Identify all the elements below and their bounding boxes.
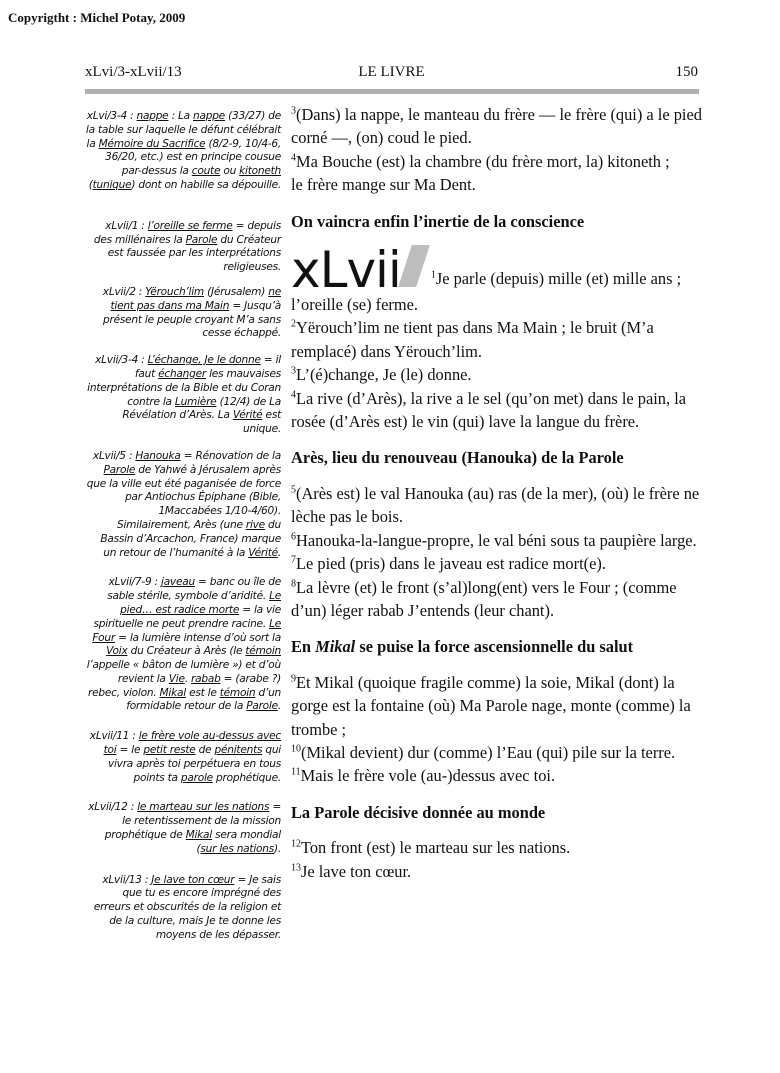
note-text: sera mondial ( (196, 829, 281, 855)
header-rule (85, 89, 699, 94)
note-keyword: javeau (161, 576, 195, 589)
note-keyword: parole (180, 771, 213, 784)
note-text: (12/4) de La Révélation d’Arès. La (122, 395, 281, 422)
note-text: du Créateur est faussée par les interprétations religieuses. (107, 233, 281, 274)
note-text: les mauvaises interprétations de la Bible et du Coran contre la (87, 367, 281, 408)
note-text: qui vivra après toi perpétuera en tous points ta (107, 744, 281, 784)
note-keyword: Vie (168, 672, 185, 685)
note-text: = le (116, 744, 144, 757)
note-text: . (184, 672, 191, 685)
verse-continuation (291, 173, 711, 196)
note-keyword: L’échange, Je le donne (147, 354, 261, 367)
verse-text: L’(é)change, Je (le) donne. (296, 365, 472, 385)
verse-number: 1 (430, 269, 436, 281)
verse (291, 552, 711, 575)
note-keyword: nappe (193, 110, 225, 122)
book-title: LE LIVRE (358, 64, 425, 80)
note-text: = (arabe ?) rebec, violon. (88, 672, 281, 699)
note-text: d’un formidable retour de la (126, 686, 281, 713)
verse-number: 3 (291, 365, 296, 377)
chapter-opening (291, 241, 711, 300)
margin-notes (85, 110, 281, 943)
note-keyword: Je lave ton cœur (151, 873, 235, 886)
verse (291, 387, 711, 434)
note-keyword: tunique (92, 178, 132, 191)
note-text: = Jusqu’à présent le peuple croyant M’a sans cesse échappé. (103, 299, 281, 340)
verse-number: 7 (291, 554, 296, 566)
note-text: ) dont on habille sa dépouille. (131, 178, 281, 191)
verse-text: Ton front (est) le marteau sur les nations. (301, 838, 571, 858)
note-keyword: Parole (103, 463, 136, 476)
note-keyword: Parole (185, 233, 218, 246)
margin-note (85, 110, 281, 193)
page-header (85, 64, 698, 84)
section-heading: On vaincra enfin l’inertie de la conscience (291, 211, 585, 231)
note-keyword: témoin (219, 686, 256, 699)
verse (291, 764, 711, 787)
verse (291, 836, 711, 859)
note-text: = la lumière intense d’où sort la (114, 631, 281, 644)
verse (291, 363, 711, 386)
note-keyword: pénitents (214, 744, 263, 757)
note-keyword: petit reste (143, 744, 196, 757)
note-reference: xLvii/13 : (102, 873, 152, 886)
note-text: = Je sais que tu es encore imprégné des erreurs et obscurités de la religion et de la culture, mais Je te donne les moyens de les dépasser. (93, 873, 281, 941)
note-keyword: Voix (106, 645, 128, 658)
note-keyword: kitoneth (239, 165, 281, 178)
note-text: de Yahwé à Jérusalem après que la ville eut été paganisée de force par Antiochus Épiphane (Bible, 1Maccabées 1/10-4/60). Similairement, Arès (une (86, 463, 281, 531)
note-keyword: Le pied… est radice morte (120, 590, 281, 616)
note-keyword: le frère vole au-dessus avec toi (103, 730, 281, 757)
note-keyword: Le Four (92, 617, 281, 644)
margin-note (85, 801, 281, 856)
verse-continuation: l’oreille (se) ferme. (291, 295, 418, 315)
note-text: ). (273, 842, 281, 855)
section-heading: La Parole décisive donnée au monde (291, 802, 546, 822)
note-text: ou (220, 165, 240, 178)
note-text: . (277, 700, 281, 713)
note-keyword: rabab (191, 672, 221, 685)
verse (291, 860, 711, 883)
note-text: du Bassin d’Arcachon, France) marque un retour de l’humanité à la (100, 518, 281, 559)
verse-number: 9 (291, 673, 296, 685)
note-keyword: témoin (245, 645, 281, 658)
verse-text: (Dans) la nappe, le manteau du frère — le frère (qui) a le pied corné —, (on) coud le pied. (291, 105, 702, 148)
note-keyword: Mikal (185, 829, 212, 842)
verse-number: 5 (291, 484, 296, 496)
margin-note (85, 730, 281, 785)
page-number: 150 (675, 64, 698, 80)
verse-text: Je lave ton cœur. (301, 861, 412, 881)
note-text: (33/27) de la table sur laquelle le défunt célébrait la (85, 110, 281, 150)
verse-text: La lèvre (et) le front (s’al)long(ent) vers le Four ; (comme d’un) léger rabab J’entends (leur chant). (291, 577, 677, 620)
verse-number: 4 (291, 389, 296, 401)
note-text: . (277, 546, 281, 559)
note-keyword: nappe (136, 110, 169, 122)
section-heading: En Mikal se puise la force ascensionnelle du salut (291, 637, 634, 657)
verse-number: 4 (291, 152, 296, 164)
verse-number: 12 (291, 838, 301, 850)
note-keyword: Vérité (248, 546, 278, 559)
margin-note (85, 874, 281, 943)
verse-text: Yërouch’lim ne tient pas dans Ma Main ; le bruit (M’a remplacé) dans Yërouch’lim. (291, 318, 654, 361)
note-keyword: coute (191, 165, 221, 178)
verse (291, 150, 711, 173)
note-reference: xLvii/2 : (102, 285, 146, 298)
note-reference: xLvi/3-4 : (86, 110, 137, 122)
verse-text: Hanouka-la-langue-propre, le val béni sous ta paupière large. (296, 530, 697, 550)
verse (291, 482, 711, 529)
note-keyword: sur les nations (200, 842, 274, 855)
copyright-notice: Copyrigtht : Michel Potay, 2009 (8, 10, 186, 25)
note-keyword: rive (245, 518, 265, 531)
note-text: = banc ou île de sable stérile, symbole d’aridité. (107, 576, 281, 603)
verse-number: 6 (291, 531, 296, 543)
note-text: (8/2-9, 10/4-6, 36/20, etc.) est en principe cousue par-dessus la (105, 137, 281, 178)
margin-note (85, 576, 281, 714)
note-reference: xLvii/7-9 : (108, 576, 161, 589)
section-heading: Arès, lieu du renouveau (Hanouka) de la Parole (291, 448, 624, 468)
note-text: est le (185, 686, 220, 699)
verse-number: 11 (291, 766, 301, 778)
verse (291, 529, 711, 552)
note-text: = la vie spirituelle ne peut prendre racine. (93, 603, 281, 630)
note-reference: xLvii/3-4 : (95, 354, 148, 367)
note-text: prophétique. (212, 771, 281, 784)
verse-text: (Arès est) le val Hanouka (au) ras (de la mer), (où) le frère ne lèche pas le bois. (291, 483, 700, 527)
verse-range: xLvi/3-xLvii/13 (85, 64, 182, 80)
verse-text: Et Mikal (quoique fragile comme) la soie, Mikal (dont) la gorge est la fontaine (où) Ma Parole nage, monte (comme) la trombe ; (291, 672, 691, 739)
note-keyword: Hanouka (135, 449, 181, 462)
note-keyword: le marteau sur les nations (137, 801, 270, 814)
note-text: est unique. (243, 409, 281, 436)
verse-number: 8 (291, 578, 296, 590)
verse (291, 316, 711, 363)
verse-text: La rive (d’Arès), la rive a le sel (qu’on met) dans le pain, la rosée (d’Arès est) le vin (qui) lave la langue du frère. (291, 388, 687, 432)
heading-name: Mikal (315, 637, 356, 657)
margin-note (85, 286, 281, 341)
verse-text: Ma Bouche (est) la chambre (du frère mort, la) kitoneth ; (296, 151, 670, 171)
verse-text: Le pied (pris) dans le javeau est radice mort(e). (296, 554, 606, 574)
note-text: = depuis des millénaires la (93, 219, 281, 246)
note-text: du Créateur à Arès (le (127, 645, 246, 658)
margin-note (85, 354, 281, 437)
verse-number: 10 (291, 743, 301, 755)
note-reference: xLvii/12 : (88, 801, 138, 814)
note-reference: xLvii/1 : (105, 219, 148, 232)
verse-number: 2 (291, 318, 296, 330)
verse (291, 741, 711, 764)
note-text: de (195, 744, 215, 757)
note-text: l’appelle « bâton de lumière ») et d’où revient la (86, 659, 281, 685)
note-text: = le retentissement de la mission prophétique de (104, 801, 281, 842)
note-keyword: Yërouch’lim (145, 285, 204, 298)
note-reference: xLvii/11 : (89, 730, 139, 743)
note-text: : La (168, 110, 194, 122)
margin-note (85, 220, 281, 275)
note-text: = Rénovation de la (180, 449, 281, 462)
note-reference: xLvii/5 : (92, 449, 136, 462)
verse-text: le frère mange sur Ma Dent. (291, 175, 476, 195)
note-text: = il faut (134, 354, 281, 380)
note-keyword: Vérité (232, 409, 263, 422)
note-keyword: l’oreille se ferme (147, 219, 233, 232)
verse (291, 103, 711, 150)
verse (291, 671, 711, 741)
note-keyword: Mémoire du Sacrifice (98, 137, 206, 150)
margin-note (85, 450, 281, 560)
main-text (291, 103, 711, 883)
verse-number: 3 (291, 105, 296, 117)
verse-number: 13 (291, 862, 301, 874)
note-keyword: Lumière (174, 395, 217, 408)
note-text: (Jérusalem) (204, 285, 269, 298)
note-keyword: ne tient pas dans ma Main (110, 285, 281, 312)
chapter-slash-ornament (398, 245, 430, 287)
verse-text: Mais le frère vole (au-)dessus avec toi. (300, 766, 556, 786)
chapter-number: xLvii (291, 241, 401, 300)
note-keyword: Parole (246, 700, 278, 713)
note-text: ( (88, 178, 93, 191)
verse (291, 576, 711, 623)
verse-text: Je parle (depuis) mille (et) mille ans ; (435, 269, 682, 289)
note-keyword: Mikal (159, 686, 186, 699)
verse-text: (Mikal devient) dur (comme) l’Eau (qui) pile sur la terre. (301, 742, 676, 762)
note-keyword: échanger (158, 367, 206, 380)
